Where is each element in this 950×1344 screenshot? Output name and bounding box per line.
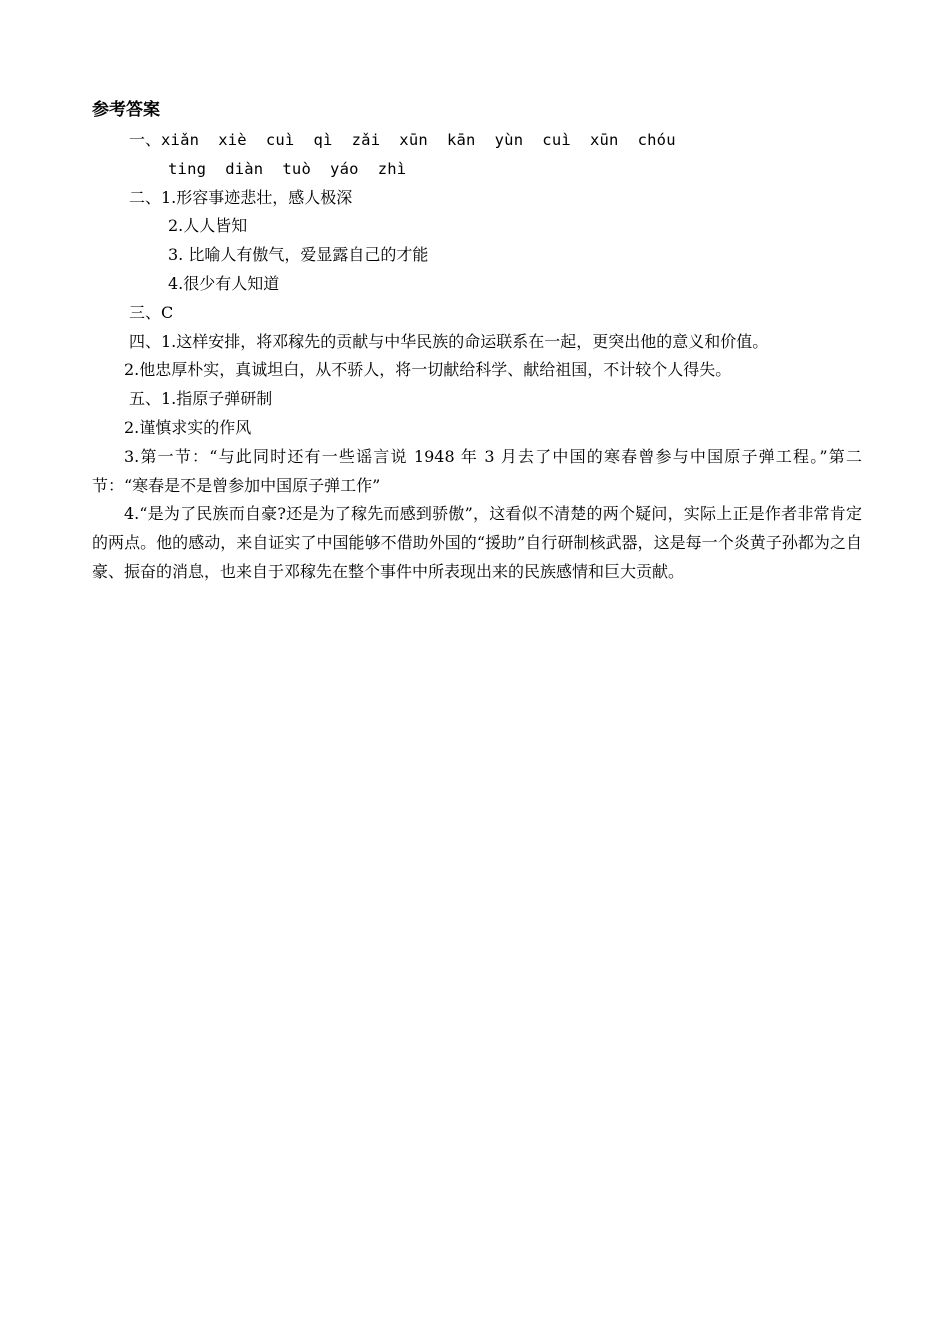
- section-1-label: 一、: [129, 130, 162, 149]
- section-2-answer-4: 4.很少有人知道: [168, 273, 280, 293]
- section-2-answer-1: 二、1.形容事迹悲壮，感人极深: [129, 187, 353, 207]
- section-5-answer-4: 4.“是为了民族而自豪?还是为了稼先而感到骄傲”，这看似不清楚的两个疑问，实际上正是作者非常肯定的两点。他的感动，来自证实了中国能够不借助外国的“援助”自行研制核武器，这是每一个炎黄子孙都为之自豪、振奋的消息，也来自于邓稼先在整个事件中所表现出来的民族感情和巨大贡献。: [92, 504, 862, 581]
- section-5-answer-3: 3.第一节：“与此同时还有一些谣言说 1948 年 3 月去了中国的寒春曾参与中国原子弹工程。”第二节：“寒春是不是曾参加中国原子弹工作”: [92, 446, 862, 495]
- section-4-answer-2: 2.他忠厚朴实，真诚坦白，从不骄人，将一切献给科学、献给祖国，不计较个人得失。: [124, 360, 732, 380]
- section-1-pinyin-row-2: [92, 155, 862, 184]
- section-3-answer: 三、C: [129, 302, 174, 322]
- section-1-pinyin-row-1: [92, 126, 862, 155]
- answer-content: [92, 96, 862, 587]
- section-5-answer-2: 2.谨慎求实的作风: [124, 417, 252, 437]
- pinyin-answers-row-1: xiǎn xiè cuì qì zǎi xūn kān yùn cuì xūn chóu: [161, 131, 676, 149]
- section-2-answer-3: 3. 比喻人有傲气，爱显露自己的才能: [168, 245, 429, 265]
- document-title: 参考答案: [92, 100, 160, 120]
- section-2-answer-2: 2.人人皆知: [168, 216, 248, 236]
- section-5-answer-1: 五、1.指原子弹研制: [129, 389, 273, 409]
- pinyin-answers-row-2: ting diàn tuò yáo zhì: [168, 159, 407, 178]
- section-4-answer-1: 四、1.这样安排，将邓稼先的贡献与中华民族的命运联系在一起，更突出他的意义和价值。: [129, 331, 769, 351]
